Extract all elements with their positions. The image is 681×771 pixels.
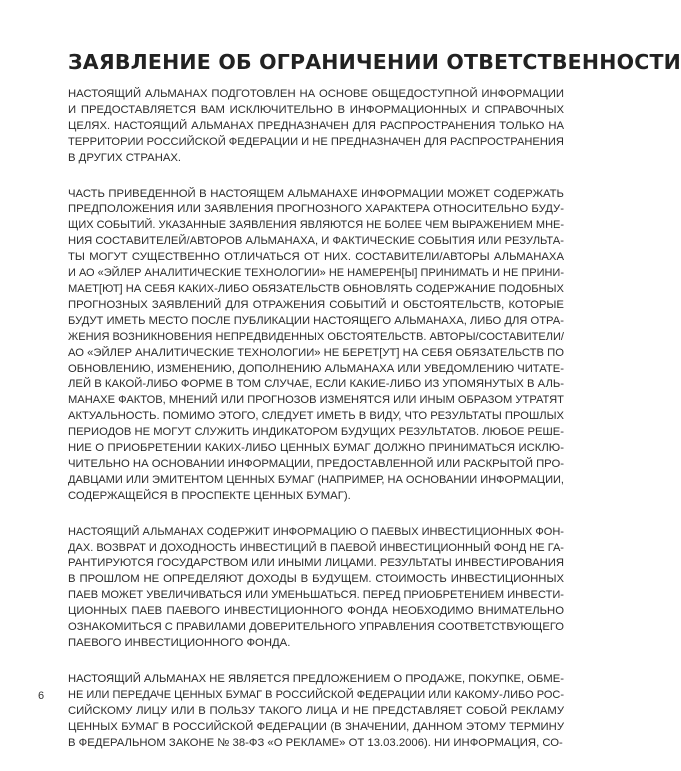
page-title: ЗАЯВЛЕНИЕ ОБ ОГРАНИЧЕНИИ ОТВЕТСТВЕННОСТИ — [68, 50, 681, 74]
text-line: НАСТОЯЩИЙ АЛЬМАНАХ ПОДГОТОВЛЕН НА ОСНОВЕ ОБЩЕДОСТУПНОЙ ИНФОРМАЦИИ — [68, 88, 564, 100]
text-line: ПРЕДПОЛОЖЕНИЯ ИЛИ ЗАЯВЛЕНИЯ ПРОГНОЗНОГО ХАРАКТЕРА ОТНОСИТЕЛЬНО БУДУ- — [68, 203, 564, 216]
paragraph-general-info — [68, 87, 564, 167]
text-line: ЦИОННЫХ ПАЕВ ПАЕВОГО ИНВЕСТИЦИОННОГО ФОНДА НЕОБХОДИМО ВНИМАТЕЛЬНО — [68, 605, 565, 618]
text-line: В ПРОШЛОМ НЕ ОПРЕДЕЛЯЮТ ДОХОДЫ В БУДУЩЕМ. СТОИМОСТЬ ИНВЕСТИЦИОННЫХ — [68, 573, 564, 586]
text-line: НАСТОЯЩИЙ АЛЬМАНАХ НЕ ЯВЛЯЕТСЯ ПРЕДЛОЖЕНИЕМ О ПРОДАЖЕ, ПОКУПКЕ, ОБМЕ- — [68, 672, 565, 685]
text-line: ОБНОВЛЕНИЮ, ИЗМЕНЕНИЮ, ДОПОЛНЕНИЮ АЛЬМАНАХА ИЛИ УВЕДОМЛЕНИЮ ЧИТАТЕ- — [68, 362, 564, 375]
disclaimer-body — [68, 87, 564, 771]
text-line: МАЕТ[ЮТ] НА СЕБЯ КАКИХ-ЛИБО ОБЯЗАТЕЛЬСТВ ОБНОВЛЯТЬ СОДЕРЖАНИЕ ПОДОБНЫХ — [68, 282, 564, 295]
text-line: МАНАХЕ ФАКТОВ, МНЕНИЙ ИЛИ ПРОГНОЗОВ ИЗМЕНЯТСЯ ИЛИ ИНЫМ ОБРАЗОМ УТРАТЯТ — [68, 394, 564, 407]
text-line: ДАХ. ВОЗВРАТ И ДОХОДНОСТЬ ИНВЕСТИЦИЙ В ПАЕВОЙ ИНВЕСТИЦИОННЫЙ ФОНД НЕ ГА- — [68, 541, 564, 554]
text-line: БУДУТ ИМЕТЬ МЕСТО ПОСЛЕ ПУБЛИКАЦИИ НАСТОЯЩЕГО АЛЬМАНАХА, ЛИБО ДЛЯ ОТРА- — [68, 314, 564, 327]
page-number: 6 — [38, 690, 45, 702]
paragraph-forward-looking — [68, 187, 564, 505]
text-line: ТЫ МОГУТ СУЩЕСТВЕННО ОТЛИЧАТЬСЯ ОТ НИХ. СОСТАВИТЕЛИ/АВТОРЫ АЛЬМАНАХА — [68, 251, 564, 264]
text-line: ДАВЦАМИ ИЛИ ЭМИТЕНТОМ ЦЕННЫХ БУМАГ (НАПРИМЕР, НА ОСНОВАНИИ ИНФОРМАЦИИ, — [68, 473, 565, 486]
text-line: ЧИТЕЛЬНО НА ОСНОВАНИИ ИНФОРМАЦИИ, ПРЕДОСТАВЛЕННОЙ ИЛИ РАСКРЫТОЙ ПРО- — [68, 457, 565, 470]
text-line: В ФЕДЕРАЛЬНОМ ЗАКОНЕ № 38-ФЗ «О РЕКЛАМЕ» ОТ 13.03.2006). НИ ИНФОРМАЦИЯ, СО- — [68, 736, 563, 749]
text-line: АО «ЭЙЛЕР АНАЛИТИЧЕСКИЕ ТЕХНОЛОГИИ» НЕ БЕРЕТ[УТ] НА СЕБЯ ОБЯЗАТЕЛЬСТВ ПО — [68, 346, 565, 359]
text-line: ЖЕНИЯ ВОЗНИКНОВЕНИЯ НЕПРЕДВИДЕННЫХ ОБСТОЯТЕЛЬСТВ. АВТОРЫ/СОСТАВИТЕЛИ/ — [68, 330, 565, 343]
text-line: ПЕРИОДОВ НЕ МОГУТ СЛУЖИТЬ ИНДИКАТОРОМ БУДУЩИХ РЕЗУЛЬТАТОВ. ЛЮБОЕ РЕШЕ- — [68, 426, 564, 439]
text-line: ЦЕЛЯХ. НАСТОЯЩИЙ АЛЬМАНАХ ПРЕДНАЗНАЧЕН ДЛЯ РАСПРОСТРАНЕНИЯ ТОЛЬКО НА — [68, 119, 565, 132]
text-line: ЧАСТЬ ПРИВЕДЕННОЙ В НАСТОЯЩЕМ АЛЬМАНАХЕ ИНФОРМАЦИИ МОЖЕТ СОДЕРЖАТЬ — [68, 187, 564, 200]
text-line: НАСТОЯЩИЙ АЛЬМАНАХ СОДЕРЖИТ ИНФОРМАЦИЮ О ПАЕВЫХ ИНВЕСТИЦИОННЫХ ФОН- — [68, 525, 564, 538]
text-line: ПАЕВ МОЖЕТ УВЕЛИЧИВАТЬСЯ ИЛИ УМЕНЬШАТЬСЯ. ПЕРЕД ПРИОБРЕТЕНИЕМ ИНВЕСТИ- — [68, 589, 564, 602]
text-line: В ДРУГИХ СТРАНАХ. — [68, 151, 182, 164]
text-line: СОДЕРЖАЩЕЙСЯ В ПРОСПЕКТЕ ЦЕННЫХ БУМАГ). — [68, 489, 351, 502]
text-line: АКТУАЛЬНОСТЬ. ПОМИМО ЭТОГО, СЛЕДУЕТ ИМЕТЬ В ВИДУ, ЧТО РЕЗУЛЬТАТЫ ПРОШЛЫХ — [68, 410, 565, 423]
text-line: ПАЕВОГО ИНВЕСТИЦИОННОГО ФОНДА. — [68, 637, 291, 649]
text-line: ПРОГНОЗНЫХ ЗАЯВЛЕНИЙ ДЛЯ ОТРАЖЕНИЯ СОБЫТИЙ И ОБСТОЯТЕЛЬСТВ, КОТОРЫЕ — [68, 298, 564, 311]
text-line: СИЙСКОМУ ЛИЦУ ИЛИ В ПОЛЬЗУ ТАКОГО ЛИЦА И НЕ ПРЕДСТАВЛЯЕТ СОБОЙ РЕКЛАМУ — [68, 704, 564, 717]
paragraph-mutual-funds — [68, 525, 564, 652]
text-line: ЦЕННЫХ БУМАГ В РОССИЙСКОЙ ФЕДЕРАЦИИ (В ЗНАЧЕНИИ, ДАННОМ ЭТОМУ ТЕРМИНУ — [68, 720, 564, 733]
text-line: НИЕ О ПРИОБРЕТЕНИИ КАКИХ-ЛИБО ЦЕННЫХ БУМАГ ДОЛЖНО ПРИНИМАТЬСЯ ИСКЛЮ- — [68, 442, 564, 455]
text-line: И ПРЕДОСТАВЛЯЕТСЯ ВАМ ИСКЛЮЧИТЕЛЬНО В ИНФОРМАЦИОННЫХ И СПРАВОЧНЫХ — [68, 103, 564, 116]
text-line: РАНТИРУЮТСЯ ГОСУДАРСТВОМ ИЛИ ИНЫМИ ЛИЦАМИ. РЕЗУЛЬТАТЫ ИНВЕСТИРОВАНИЯ — [68, 557, 565, 570]
text-line: И АО «ЭЙЛЕР АНАЛИТИЧЕСКИЕ ТЕХНОЛОГИИ» НЕ НАМЕРЕН[Ы] ПРИНИМАТЬ И НЕ ПРИНИ- — [68, 267, 565, 280]
text-line: НИЯ СОСТАВИТЕЛЕЙ/АВТОРОВ АЛЬМАНАХА, И ФАКТИЧЕСКИЕ СОБЫТИЯ ИЛИ РЕЗУЛЬТА- — [68, 235, 564, 248]
text-line: ОЗНАКОМИТЬСЯ С ПРАВИЛАМИ ДОВЕРИТЕЛЬНОГО УПРАВЛЕНИЯ СООТВЕТСТВУЮЩЕГО — [68, 621, 565, 634]
paragraph-not-an-offer — [68, 672, 564, 752]
text-line: НЕ ИЛИ ПЕРЕДАЧЕ ЦЕННЫХ БУМАГ В РОССИЙСКОЙ ФЕДЕРАЦИИ ИЛИ КАКОМУ-ЛИБО РОС- — [68, 688, 565, 701]
text-line: ТЕРРИТОРИИ РОССИЙСКОЙ ФЕДЕРАЦИИ И НЕ ПРЕДНАЗНАЧЕН ДЛЯ РАСПРОСТРАНЕНИЯ — [68, 135, 564, 148]
text-line: ЛЕЙ В КАКОЙ-ЛИБО ФОРМЕ В ТОМ СЛУЧАЕ, ЕСЛИ КАКИЕ-ЛИБО ИЗ УПОМЯНУТЫХ В АЛЬ- — [68, 378, 565, 391]
text-line: ЩИХ СОБЫТИЙ. УКАЗАННЫЕ ЗАЯВЛЕНИЯ ЯВЛЯЮТСЯ НЕ БОЛЕЕ ЧЕМ ВЫРАЖЕНИЕМ МНЕ- — [68, 219, 565, 232]
